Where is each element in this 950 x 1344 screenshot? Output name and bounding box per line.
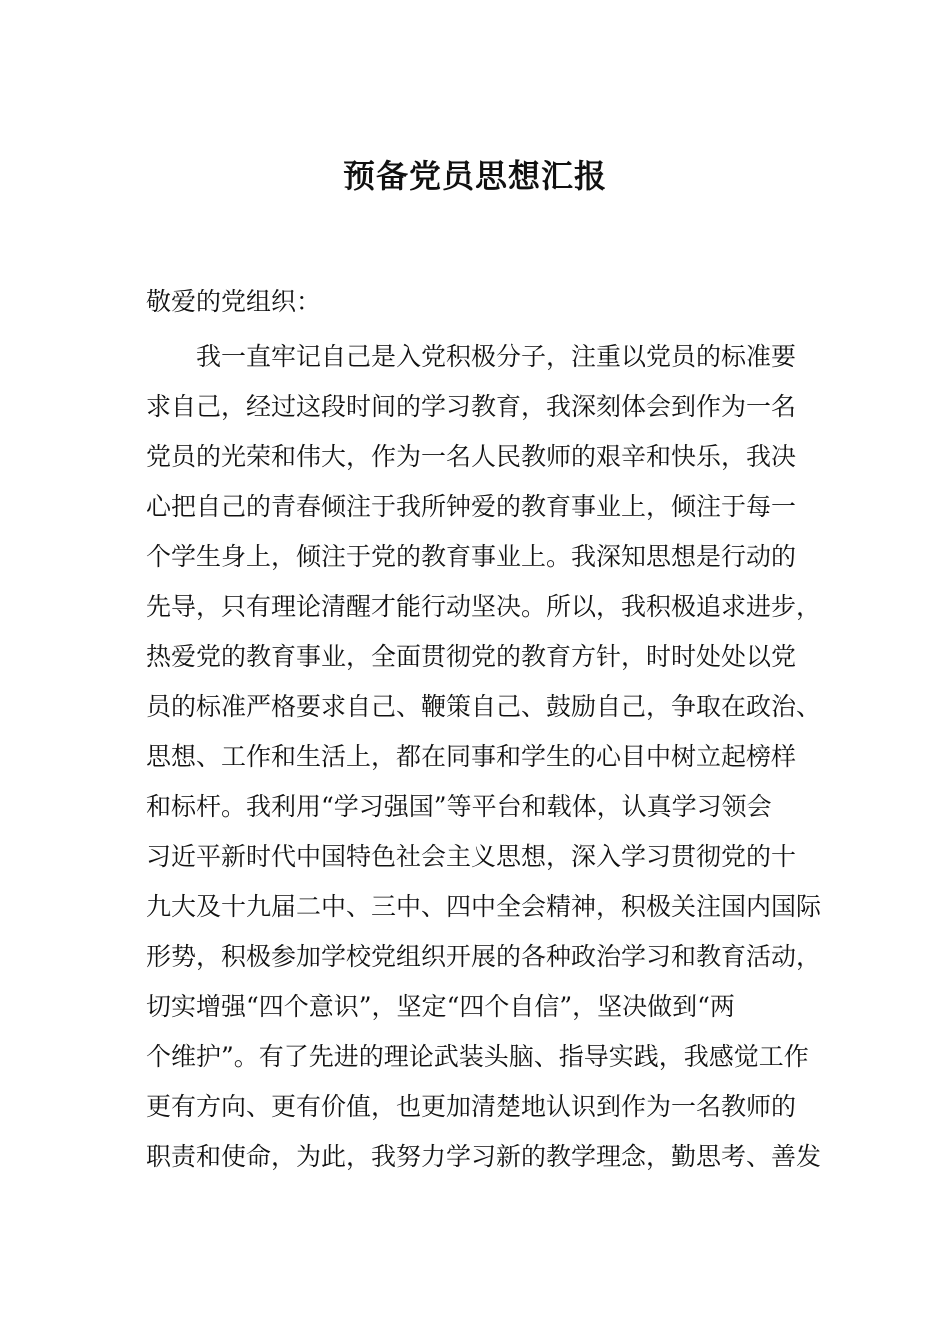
body-line: 心把自己的青春倾注于我所钟爱的教育事业上，倾注于每一 [146,492,797,521]
body-line: 习近平新时代中国特色社会主义思想，深入学习贯彻党的十 [146,842,797,871]
body-line: 求自己，经过这段时间的学习教育，我深刻体会到作为一名 [146,392,797,421]
body-line: 思想、工作和生活上，都在同事和学生的心目中树立起榜样 [146,742,797,771]
body-line: 个学生身上，倾注于党的教育事业上。我深知思想是行动的 [146,542,797,571]
document-title: 预备党员思想汇报 [342,157,607,195]
body-line: 我一直牢记自己是入党积极分子，注重以党员的标准要 [146,342,797,371]
body-line: 九大及十九届二中、三中、四中全会精神，积极关注国内国际 [146,892,822,921]
body-line: 党员的光荣和伟大，作为一名人民教师的艰辛和快乐，我决 [146,442,797,471]
body-line: 热爱党的教育事业，全面贯彻党的教育方针，时时处处以党 [146,642,797,671]
body-line: 形势，积极参加学校党组织开展的各种政治学习和教育活动， [146,942,822,971]
body-line: 员的标准严格要求自己、鞭策自己、鼓励自己，争取在政治、 [146,692,822,721]
body-line: 个维护”。有了先进的理论武装头脑、指导实践，我感觉工作 [146,1042,809,1071]
body-line: 和标杆。我利用“学习强国”等平台和载体，认真学习领会 [146,792,772,821]
body-line: 更有方向、更有价值，也更加清楚地认识到作为一名教师的 [146,1092,797,1121]
body-line: 先导，只有理论清醒才能行动坚决。所以，我积极追求进步， [146,592,822,621]
body-line: 切实增强“四个意识”，坚定“四个自信”，坚决做到“两 [146,992,735,1021]
salutation: 敬爱的党组织： [146,287,322,316]
body-text [146,332,826,1182]
body-line: 职责和使命，为此，我努力学习新的教学理念，勤思考、善发 [146,1142,822,1171]
